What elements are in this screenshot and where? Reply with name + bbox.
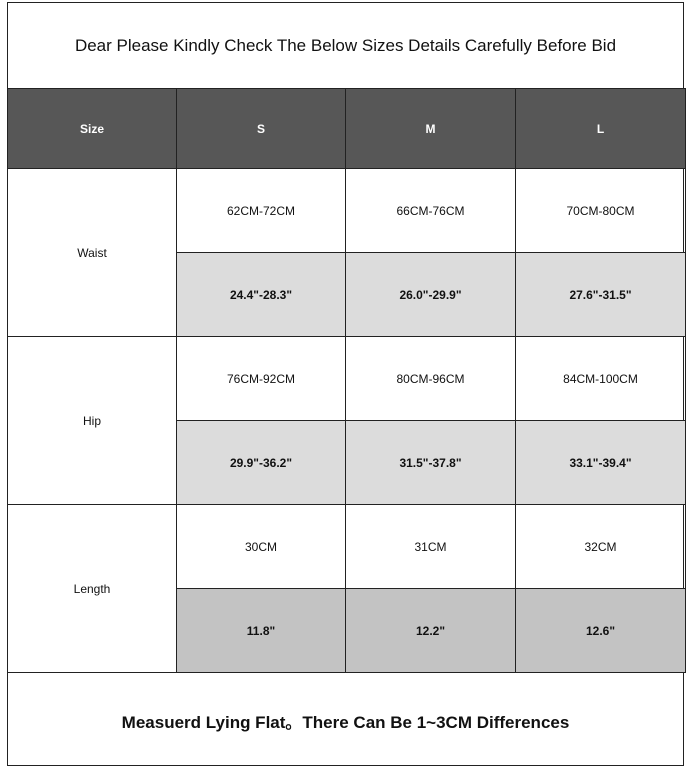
waist-s-inch: 24.4"-28.3" xyxy=(177,253,346,337)
waist-s-cm: 62CM-72CM xyxy=(177,169,346,253)
row-label-length: Length xyxy=(8,505,177,673)
page-title: Dear Please Kindly Check The Below Sizes Details Carefully Before Bid xyxy=(8,3,683,89)
length-s-inch: 11.8" xyxy=(177,589,346,673)
row-label-hip: Hip xyxy=(8,337,177,505)
hip-m-inch: 31.5"-37.8" xyxy=(346,421,516,505)
hip-l-inch: 33.1"-39.4" xyxy=(516,421,686,505)
length-m-cm: 31CM xyxy=(346,505,516,589)
waist-m-cm: 66CM-76CM xyxy=(346,169,516,253)
measurement-note: Measuerd Lying Flat。There Can Be 1~3CM Differences xyxy=(121,713,570,732)
header-l: L xyxy=(516,89,686,169)
header-size: Size xyxy=(8,89,177,169)
length-l-inch: 12.6" xyxy=(516,589,686,673)
row-label-waist: Waist xyxy=(8,169,177,337)
table-row xyxy=(8,337,686,421)
header-row xyxy=(8,89,686,169)
length-l-cm: 32CM xyxy=(516,505,686,589)
hip-s-cm: 76CM-92CM xyxy=(177,337,346,421)
table-row xyxy=(8,505,686,589)
waist-l-cm: 70CM-80CM xyxy=(516,169,686,253)
length-m-inch: 12.2" xyxy=(346,589,516,673)
table-row xyxy=(8,169,686,253)
header-s: S xyxy=(177,89,346,169)
hip-s-inch: 29.9"-36.2" xyxy=(177,421,346,505)
header-m: M xyxy=(346,89,516,169)
length-s-cm: 30CM xyxy=(177,505,346,589)
hip-m-cm: 80CM-96CM xyxy=(346,337,516,421)
hip-l-cm: 84CM-100CM xyxy=(516,337,686,421)
size-table xyxy=(7,88,686,673)
waist-m-inch: 26.0"-29.9" xyxy=(346,253,516,337)
waist-l-inch: 27.6"-31.5" xyxy=(516,253,686,337)
